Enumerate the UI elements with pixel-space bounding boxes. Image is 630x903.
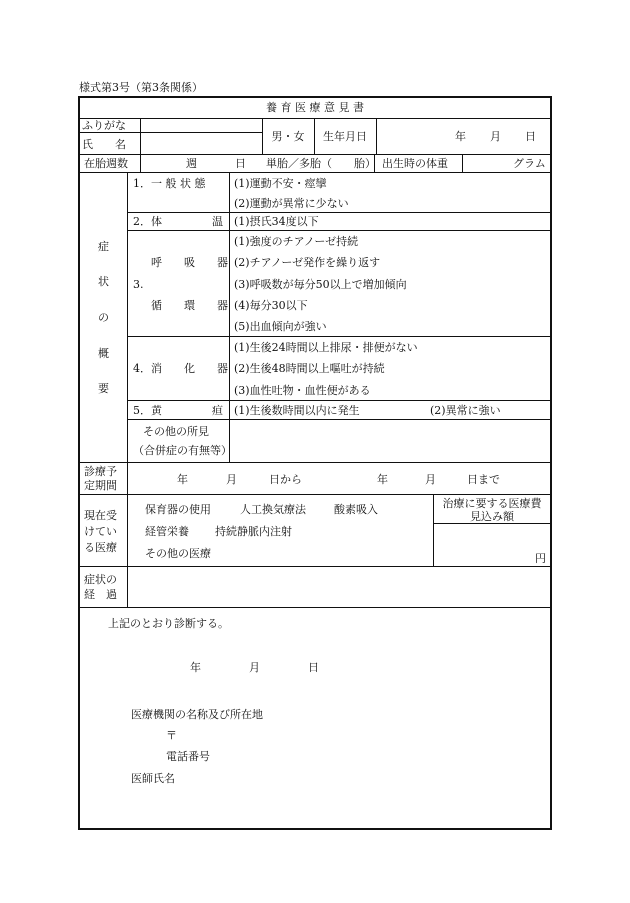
- symptom-item[interactable]: (2)運動が異常に少ない: [234, 197, 349, 210]
- symptom-item[interactable]: (1)生後数時間以内に発生: [234, 404, 360, 417]
- multiple-birth: 単胎／多胎（ 胎）: [266, 157, 376, 170]
- care-option-oxygen[interactable]: 酸素吸入: [334, 503, 378, 516]
- jaundice-label-end: 疸: [212, 404, 223, 417]
- dob-year: 年: [455, 130, 466, 143]
- gram-unit: グラム: [513, 157, 546, 170]
- furigana-label: ふりがな: [82, 119, 126, 132]
- respiratory-number: 3.: [133, 278, 144, 291]
- schedule-month-until: 月: [425, 473, 436, 486]
- schedule-month-from: 月: [226, 473, 237, 486]
- symptom-item[interactable]: (4)毎分30以下: [234, 299, 308, 312]
- symptom-item[interactable]: (2)異常に強い: [430, 404, 501, 417]
- care-option-ventilation[interactable]: 人工換気療法: [240, 503, 306, 516]
- gestation-weeks: 週: [186, 157, 197, 170]
- symptom-item[interactable]: (3)血性吐物・血性便がある: [234, 384, 371, 397]
- course-field[interactable]: [128, 567, 550, 607]
- form-number: 様式第3号（第3条関係）: [79, 81, 203, 94]
- schedule-year-from: 年: [177, 473, 188, 486]
- symptom-item[interactable]: (5)出血傾向が強い: [234, 320, 327, 333]
- doctor-name-label: 医師氏名: [131, 772, 175, 785]
- dob-label: 生年月日: [323, 130, 367, 143]
- institution-label: 医療機関の名称及び所在地: [131, 708, 263, 721]
- symptom-item[interactable]: (2)チアノーゼ発作を繰り返す: [234, 256, 381, 269]
- symptom-item[interactable]: (1)生後24時間以上排尿・排便がない: [234, 341, 418, 354]
- general-condition-label: 1．一 般 状 態: [133, 177, 206, 190]
- current-care-label-3: る医療: [84, 541, 117, 554]
- symptom-item[interactable]: (3)呼吸数が毎分50以上で増加傾向: [234, 278, 407, 291]
- symptom-item[interactable]: (1)摂氏34度以下: [234, 215, 319, 228]
- current-care-label-2: けてい: [84, 525, 117, 538]
- care-option-incubator[interactable]: 保育器の使用: [145, 503, 211, 516]
- care-option-other[interactable]: その他の医療: [145, 547, 211, 560]
- postal-mark: 〒: [166, 729, 177, 742]
- circulatory-label: 循 環 器: [151, 299, 228, 312]
- dob-day: 日: [525, 130, 536, 143]
- yen-unit: 円: [535, 552, 546, 565]
- digestive-label: 4．消 化 器: [133, 362, 228, 375]
- furigana-field[interactable]: [141, 119, 261, 132]
- respiratory-label: 呼 吸 器: [151, 256, 228, 269]
- jaundice-label: 5．黄: [133, 404, 162, 417]
- schedule-from: 日から: [269, 473, 302, 486]
- course-label-2: 経 過: [84, 588, 117, 601]
- symptom-item[interactable]: (1)強度のチアノーゼ持続: [234, 235, 359, 248]
- schedule-year-until: 年: [377, 473, 388, 486]
- care-option-tube-feeding[interactable]: 経管栄養: [145, 525, 189, 538]
- other-findings-label: その他の所見: [143, 425, 209, 438]
- complications-label: （合併症の有無等）: [133, 444, 232, 457]
- diagnosis-statement: 上記のとおり診断する。: [108, 617, 229, 630]
- schedule-until: 日まで: [467, 473, 500, 486]
- current-care-label: 現在受: [84, 509, 117, 522]
- name-label: 氏 名: [82, 138, 126, 151]
- form-title: 養 育 医 療 意 見 書: [266, 101, 364, 114]
- schedule-label: 診療予: [84, 465, 117, 478]
- cost-label-2: 見込み額: [470, 510, 514, 523]
- gestation-days: 日: [235, 157, 246, 170]
- footer-year: 年: [190, 661, 201, 674]
- course-label: 症状の: [84, 573, 117, 586]
- name-field[interactable]: [141, 133, 261, 154]
- dob-month: 月: [490, 130, 501, 143]
- footer-month: 月: [249, 661, 260, 674]
- schedule-label-2: 定期間: [84, 479, 117, 492]
- phone-label: 電話番号: [166, 750, 210, 763]
- footer-day: 日: [308, 661, 319, 674]
- birth-weight-label: 出生時の体重: [382, 157, 448, 170]
- cost-label: 治療に要する医療費: [442, 497, 542, 510]
- temperature-label: 2．体: [133, 215, 162, 228]
- sex-option[interactable]: 男・女: [271, 130, 305, 143]
- gestation-label: 在胎週数: [84, 157, 128, 170]
- temperature-label-end: 温: [212, 215, 223, 228]
- symptom-item[interactable]: (1)運動不安・痙攣: [234, 177, 327, 190]
- other-findings-field[interactable]: [230, 420, 550, 462]
- care-option-iv[interactable]: 持続静脈内注射: [215, 525, 292, 538]
- symptom-item[interactable]: (2)生後48時間以上嘔吐が持続: [234, 362, 385, 375]
